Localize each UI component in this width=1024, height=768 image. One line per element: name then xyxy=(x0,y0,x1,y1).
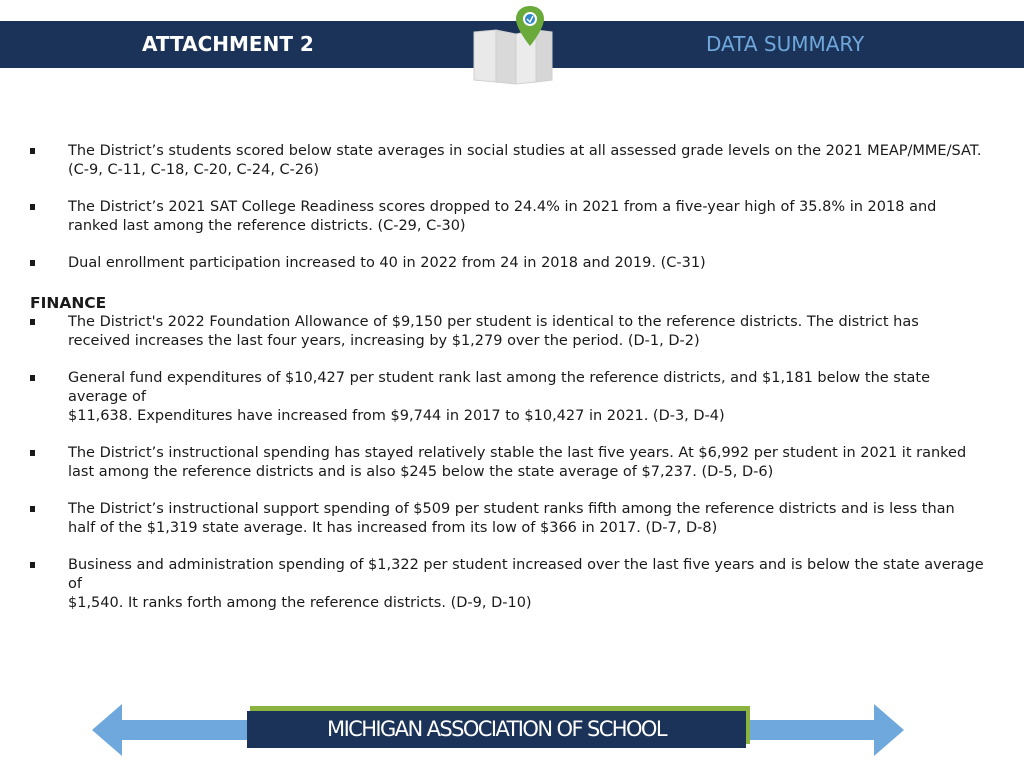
list-item: The District's 2022 Foundation Allowance of $9,150 per student is identical to the reference districts. The district has received increases the last four years, increasing by $1,279 over the period. (D-1, D-2) xyxy=(30,313,990,351)
right-arrow-icon xyxy=(744,704,904,756)
bullet-icon xyxy=(30,260,35,266)
bullet-icon xyxy=(30,450,35,456)
bullet-icon xyxy=(30,562,35,568)
list-item: General fund expenditures of $10,427 per student rank last among the reference districts, and $1,181 below the state average of $11,638. Expenditures have increased from $9,744 in 2017 to $10,427 in 2021. (D-3, D-4) xyxy=(30,369,990,426)
list-item: The District’s instructional support spending of $509 per student ranks fifth among the reference districts and is less than half of the $1,319 state average. It has increased from its low of $366 in 2017. (D-7, D-8) xyxy=(30,500,990,538)
bullet-icon xyxy=(30,375,35,381)
footer-organization-label: MICHIGAN ASSOCIATION OF SCHOOL xyxy=(247,711,746,748)
bullet-icon xyxy=(30,506,35,512)
data-summary-title: DATA SUMMARY xyxy=(706,32,865,56)
bullet-icon xyxy=(30,204,35,210)
map-pin-icon xyxy=(466,2,560,86)
list-item: Business and administration spending of $1,322 per student increased over the last five years and is below the state average of $1,540. It ranks forth among the reference districts. (D-9, D-10) xyxy=(30,556,990,613)
left-arrow-icon xyxy=(92,704,252,756)
bullet-icon xyxy=(30,148,35,154)
list-item: The District’s instructional spending has stayed relatively stable the last five years. At $6,992 per student in 2021 it ranked last among the reference districts and is also $245 below the state average of $7,237. (D-5, D-6) xyxy=(30,444,990,482)
bullet-icon xyxy=(30,319,35,325)
list-item: The District’s students scored below state averages in social studies at all assessed grade levels on the 2021 MEAP/MME/SAT. (C-9, C-11, C-18, C-20, C-24, C-26) xyxy=(30,142,990,180)
summary-content xyxy=(30,142,990,613)
list-item: The District’s 2021 SAT College Readiness scores dropped to 24.4% in 2021 from a five-year high of 35.8% in 2018 and ranked last among the reference districts. (C-29, C-30) xyxy=(30,198,990,236)
list-item: Dual enrollment participation increased to 40 in 2022 from 24 in 2018 and 2019. (C-31) xyxy=(30,254,990,273)
attachment-title: ATTACHMENT 2 xyxy=(142,32,314,56)
finance-heading: FINANCE xyxy=(30,294,107,312)
